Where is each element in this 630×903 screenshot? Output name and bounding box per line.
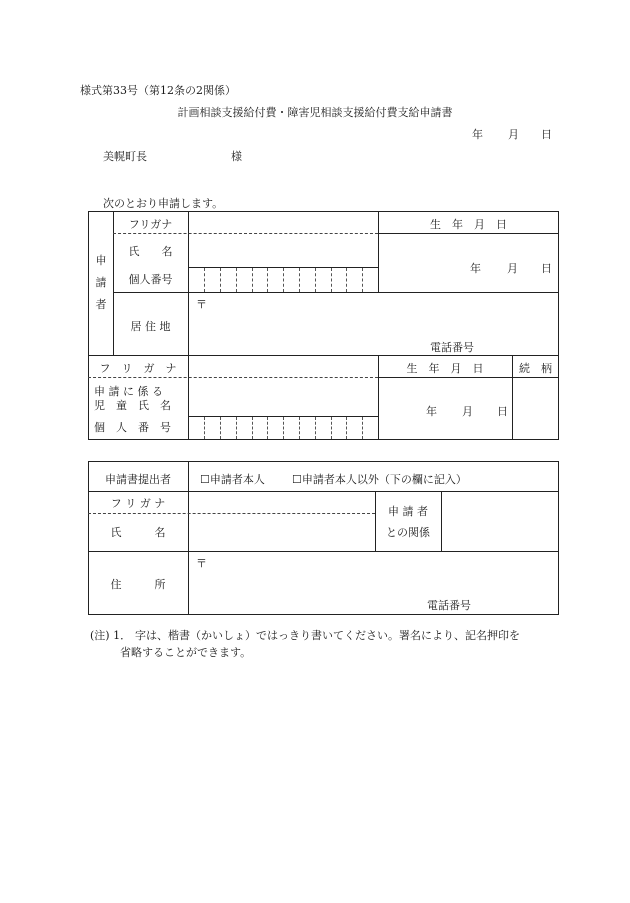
date-year-label: 年 (472, 128, 483, 141)
applicant-label-char: 者 (95, 298, 107, 311)
applicant-birth-year: 年 (470, 262, 481, 275)
submitter-relation-field[interactable] (442, 492, 558, 550)
submitter-label: 申請書提出者 (105, 473, 171, 486)
child-personal-number-label: 個 人 番 号 (94, 421, 171, 434)
submitter-relation-label-line1: 申 請 者 (388, 505, 428, 518)
applicant-birth-day: 日 (541, 262, 552, 275)
submitter-phone-label: 電話番号 (427, 599, 471, 612)
child-name-label-line1: 申 請 に 係 る (94, 385, 163, 398)
applicant-personal-number-label: 個人番号 (128, 273, 173, 286)
applicant-label-char: 請 (95, 276, 107, 289)
applicant-phone-label: 電話番号 (430, 341, 474, 354)
date-month-label: 月 (508, 128, 519, 141)
applicant-furigana-label: フリガナ (128, 218, 173, 231)
intro-text: 次のとおり申請します。 (103, 197, 224, 210)
submitter-postal-mark: 〒 (196, 557, 207, 570)
note-line2: 省略することができます。 (120, 646, 252, 659)
child-birth-year: 年 (426, 405, 437, 418)
child-relation-label: 続 柄 (519, 362, 552, 375)
date-day-label: 日 (541, 128, 552, 141)
child-furigana-label: フ リ ガ ナ (99, 362, 177, 375)
submitter-name-field[interactable] (189, 492, 374, 550)
applicant-name-field[interactable] (189, 234, 377, 267)
applicant-label-char: 申 (95, 254, 107, 267)
applicant-address-label: 居 住 地 (130, 320, 171, 333)
child-birth-day: 日 (497, 405, 508, 418)
submitter-option-self[interactable]: ☐申請者本人 (200, 473, 265, 486)
submitter-option-other[interactable]: ☐申請者本人以外（下の欄に記入） (292, 473, 467, 486)
applicant-postal-mark: 〒 (196, 298, 207, 311)
child-name-label-line2: 児 童 氏 名 (94, 399, 171, 412)
child-birth-label: 生 年 月 日 (406, 362, 484, 375)
child-birth-month: 月 (462, 405, 473, 418)
submitter-furigana-label: フ リ ガ ナ (110, 497, 166, 510)
recipient-name: 美幌町長 (103, 150, 147, 163)
submitter-name-label: 氏 名 (110, 526, 166, 539)
form-number: 様式第33号（第12条の2関係） (80, 84, 236, 97)
form-title: 計画相談支援給付費・障害児相談支援給付費支給申請書 (177, 106, 453, 119)
applicant-name-label: 氏 名 (128, 245, 173, 258)
note-prefix: (注) 1． (90, 629, 132, 642)
applicant-furigana-field[interactable] (189, 212, 377, 233)
submitter-relation-label-line2: との関係 (386, 526, 430, 539)
note-line1: 字は、楷書（かいしょ）ではっきり書いてください。署名により、記名押印を (135, 629, 520, 642)
applicant-birth-label: 生 年 月 日 (430, 218, 507, 231)
recipient-honorific: 様 (231, 150, 242, 163)
submitter-address-label: 住 所 (110, 578, 166, 591)
applicant-birth-month: 月 (507, 262, 518, 275)
